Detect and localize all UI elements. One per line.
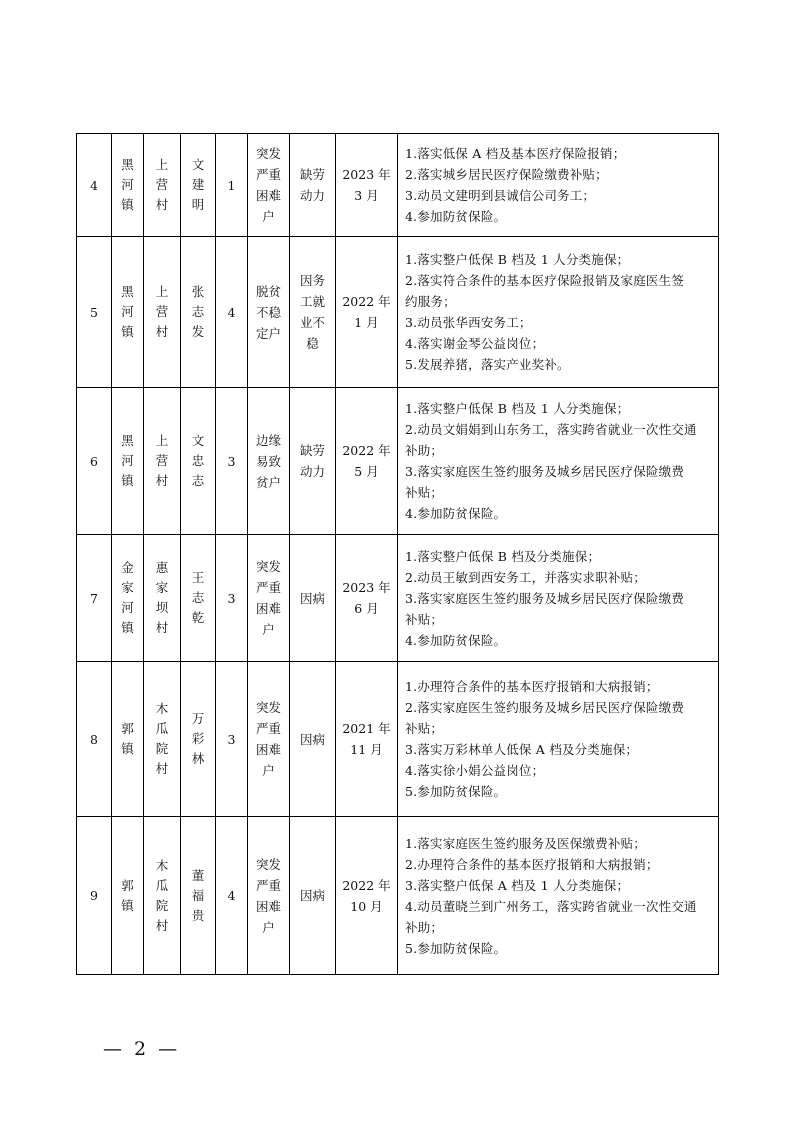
cell-line: 福 (191, 887, 205, 903)
cell-line: 3.动员张华西安务工； (405, 315, 532, 330)
cell-line: 困难 (255, 898, 281, 914)
cell-line: 户 (262, 622, 275, 637)
cell-line: 突发 (255, 146, 281, 161)
household-type-cell (248, 535, 290, 662)
cell-line: 惠 (155, 560, 169, 575)
cell-line: 2.落实家庭医生签约服务及城乡居民医疗保险缴费 (405, 700, 685, 715)
cell-line: 村 (155, 620, 169, 635)
cell-line: 家 (121, 580, 134, 595)
cell-line: 2.落实符合条件的基本医疗保险报销及家庭医生签 (405, 273, 685, 288)
cell-line: 镇 (121, 473, 134, 488)
measures-cell (398, 237, 719, 388)
household-table (76, 133, 719, 975)
date-cell (336, 817, 398, 975)
village-cell (144, 535, 181, 662)
cell-line: 营 (155, 177, 169, 192)
cell-line: 河 (121, 453, 134, 468)
cell-line: 业不 (299, 315, 325, 330)
household-type-cell (248, 237, 290, 388)
cell-line: 不稳 (255, 304, 281, 320)
cell-line: 张 (191, 284, 205, 299)
name-cell (181, 237, 216, 388)
cell-line: 边缘 (255, 432, 281, 448)
cell-line: 严重 (255, 877, 281, 893)
date-cell (336, 237, 398, 388)
table-row (77, 535, 719, 662)
cell-line: 4.参加防贫保险。 (405, 506, 507, 521)
cell-line: 万 (191, 711, 205, 726)
cell-line: 10 月 (350, 898, 383, 914)
cell-line: 郭 (121, 721, 134, 736)
cell-line: 木 (155, 857, 169, 873)
page-number: — 2 — (103, 1038, 181, 1060)
cell-line: 因病 (299, 888, 325, 903)
cell-line: 2.落实城乡居民医疗保险缴费补贴； (405, 167, 608, 182)
reason-cell (290, 662, 336, 817)
table-row (77, 817, 719, 975)
cell-line: 镇 (121, 324, 134, 339)
cell-line: 乾 (191, 610, 205, 625)
village-cell (144, 388, 181, 535)
cell-line: 2022 年 (342, 294, 391, 309)
household-type-cell (248, 817, 290, 975)
village-cell (144, 237, 181, 388)
cell-line: 林 (191, 751, 205, 766)
cell-line: 5.发展养猪，落实产业奖补。 (405, 357, 570, 372)
cell-line: 彩 (191, 731, 205, 746)
cell-line: 补贴； (405, 721, 444, 736)
measures-cell (398, 535, 719, 662)
cell-line: 贵 (191, 907, 205, 923)
cell-line: 王 (191, 570, 205, 585)
cell-line: 突发 (255, 700, 281, 715)
cell-line: 河 (121, 304, 134, 319)
table-row (77, 662, 719, 817)
cell-line: 村 (155, 473, 169, 488)
table-row (77, 237, 719, 388)
cell-line: 镇 (121, 197, 134, 212)
cell-line: 1.办理符合条件的基本医疗报销和大病报销； (405, 679, 659, 694)
cell-line: 村 (155, 197, 169, 212)
cell-line: 河 (121, 177, 134, 192)
cell-line: 缺劳 (299, 443, 325, 458)
cell-line: 4.参加防贫保险。 (405, 632, 507, 648)
cell-line: 3.落实万彩林单人低保 A 档及分类施保； (405, 742, 639, 757)
cell-line: 营 (155, 453, 169, 468)
date-cell (336, 535, 398, 662)
cell-line: 困难 (255, 601, 281, 616)
row-number-cell: 7 (77, 535, 112, 662)
cell-line: 瓜 (155, 877, 169, 893)
cell-line: 黑 (121, 284, 134, 299)
reason-cell (290, 388, 336, 535)
cell-line: 易致 (255, 453, 281, 469)
cell-line: 院 (155, 741, 169, 756)
cell-line: 2023 年 (342, 580, 391, 595)
cell-line: 金 (121, 560, 134, 575)
town-cell (112, 662, 144, 817)
cell-line: 2023 年 (342, 167, 391, 182)
cell-line: 定户 (255, 325, 281, 341)
town-cell (112, 237, 144, 388)
row-number-cell: 5 (77, 237, 112, 388)
cell-line: 镇 (121, 741, 134, 756)
reason-cell (290, 535, 336, 662)
town-cell (112, 817, 144, 975)
reason-cell (290, 817, 336, 975)
cell-line: 动力 (299, 464, 325, 479)
household-size-cell: 3 (216, 388, 248, 535)
cell-line: 贫户 (255, 474, 281, 490)
cell-line: 户 (262, 763, 275, 778)
cell-line: 黑 (121, 433, 134, 448)
cell-line: 补助； (405, 443, 444, 458)
row-number-cell: 8 (77, 662, 112, 817)
cell-line: 补贴； (405, 611, 444, 627)
date-cell (336, 662, 398, 817)
cell-line: 2.办理符合条件的基本医疗报销和大病报销； (405, 856, 659, 872)
cell-line: 1.落实整户低保 B 档及分类施保； (405, 548, 601, 564)
cell-line: 1.落实整户低保 B 档及 1 人分类施保； (405, 252, 630, 267)
name-cell (181, 662, 216, 817)
cell-line: 上 (155, 157, 169, 172)
measures-cell (398, 662, 719, 817)
cell-line: 户 (262, 209, 275, 224)
cell-line: 11 月 (350, 742, 383, 757)
cell-line: 1.落实低保 A 档及基本医疗保险报销； (405, 146, 626, 161)
cell-line: 3 月 (354, 188, 379, 203)
table-row (77, 134, 719, 237)
cell-line: 家 (155, 580, 169, 595)
household-size-cell: 3 (216, 662, 248, 817)
cell-line: 1 月 (354, 315, 379, 330)
cell-line: 1.落实家庭医生签约服务及医保缴费补贴； (405, 835, 646, 851)
cell-line: 约服务； (405, 294, 456, 309)
row-number-cell: 6 (77, 388, 112, 535)
reason-cell (290, 237, 336, 388)
cell-line: 5 月 (354, 464, 379, 479)
cell-line: 2022 年 (342, 443, 391, 458)
cell-line: 户 (262, 919, 275, 935)
cell-line: 2.动员王敏到西安务工，并落实求职补贴； (405, 569, 646, 585)
cell-line: 困难 (255, 742, 281, 757)
cell-line: 4.落实徐小娟公益岗位； (405, 763, 545, 778)
village-cell (144, 134, 181, 237)
cell-line: 上 (155, 284, 169, 299)
cell-line: 文 (191, 157, 205, 172)
date-cell (336, 134, 398, 237)
cell-line: 困难 (255, 188, 281, 203)
household-type-cell (248, 662, 290, 817)
cell-line: 6 月 (354, 601, 379, 616)
cell-line: 镇 (121, 897, 134, 913)
cell-line: 严重 (255, 721, 281, 736)
measures-cell (398, 134, 719, 237)
cell-line: 因病 (299, 590, 325, 606)
cell-line: 3.落实家庭医生签约服务及城乡居民医疗保险缴费 (405, 590, 685, 606)
household-size-cell: 4 (216, 237, 248, 388)
cell-line: 突发 (255, 559, 281, 574)
cell-line: 瓜 (155, 721, 169, 736)
cell-line: 严重 (255, 580, 281, 595)
cell-line: 志 (191, 590, 205, 605)
cell-line: 工就 (299, 294, 325, 309)
cell-line: 脱贫 (255, 283, 281, 299)
village-cell (144, 662, 181, 817)
cell-line: 忠 (191, 453, 205, 468)
household-type-cell (248, 134, 290, 237)
row-number-cell: 4 (77, 134, 112, 237)
household-type-cell (248, 388, 290, 535)
date-cell (336, 388, 398, 535)
row-number-cell: 9 (77, 817, 112, 975)
cell-line: 缺劳 (299, 167, 325, 182)
cell-line: 营 (155, 304, 169, 319)
cell-line: 镇 (121, 620, 134, 635)
cell-line: 坝 (155, 600, 169, 615)
cell-line: 动力 (299, 188, 325, 203)
cell-line: 木 (155, 701, 169, 716)
cell-line: 严重 (255, 167, 281, 182)
cell-line: 发 (191, 324, 205, 339)
cell-line: 稳 (306, 336, 319, 351)
cell-line: 补助； (405, 919, 444, 935)
cell-line: 院 (155, 897, 169, 913)
town-cell (112, 535, 144, 662)
town-cell (112, 388, 144, 535)
cell-line: 因病 (299, 731, 325, 747)
name-cell (181, 388, 216, 535)
cell-line: 补贴； (405, 485, 444, 500)
cell-line: 1.落实整户低保 B 档及 1 人分类施保； (405, 401, 630, 416)
cell-line: 4.参加防贫保险。 (405, 209, 507, 224)
cell-line: 志 (191, 473, 205, 488)
cell-line: 5.参加防贫保险。 (405, 940, 507, 956)
cell-line: 3.落实整户低保 A 档及 1 人分类施保； (405, 877, 630, 893)
household-size-cell: 1 (216, 134, 248, 237)
cell-line: 2022 年 (342, 877, 391, 893)
cell-line: 4.落实谢金琴公益岗位； (405, 336, 545, 351)
cell-line: 建 (191, 177, 205, 192)
cell-line: 2021 年 (342, 721, 391, 736)
name-cell (181, 535, 216, 662)
cell-line: 河 (121, 600, 134, 615)
cell-line: 因务 (299, 273, 325, 288)
cell-line: 村 (155, 761, 169, 776)
cell-line: 突发 (255, 856, 281, 872)
table-row (77, 388, 719, 535)
name-cell (181, 134, 216, 237)
cell-line: 2.动员文娟娟到山东务工，落实跨省就业一次性交通 (405, 422, 697, 437)
cell-line: 明 (191, 197, 205, 212)
measures-cell (398, 388, 719, 535)
cell-line: 黑 (121, 157, 134, 172)
cell-line: 董 (191, 867, 205, 883)
cell-line: 3.动员文建明到县诚信公司务工； (405, 188, 596, 203)
cell-line: 上 (155, 433, 169, 448)
measures-cell (398, 817, 719, 975)
village-cell (144, 817, 181, 975)
cell-line: 文 (191, 433, 205, 448)
name-cell (181, 817, 216, 975)
cell-line: 郭 (121, 877, 134, 893)
cell-line: 村 (155, 917, 169, 933)
household-size-cell: 4 (216, 817, 248, 975)
cell-line: 村 (155, 324, 169, 339)
cell-line: 4.动员董晓兰到广州务工，落实跨省就业一次性交通 (405, 898, 697, 914)
reason-cell (290, 134, 336, 237)
cell-line: 志 (191, 304, 205, 319)
town-cell (112, 134, 144, 237)
cell-line: 5.参加防贫保险。 (405, 784, 507, 799)
cell-line: 3.落实家庭医生签约服务及城乡居民医疗保险缴费 (405, 464, 685, 479)
household-size-cell: 3 (216, 535, 248, 662)
